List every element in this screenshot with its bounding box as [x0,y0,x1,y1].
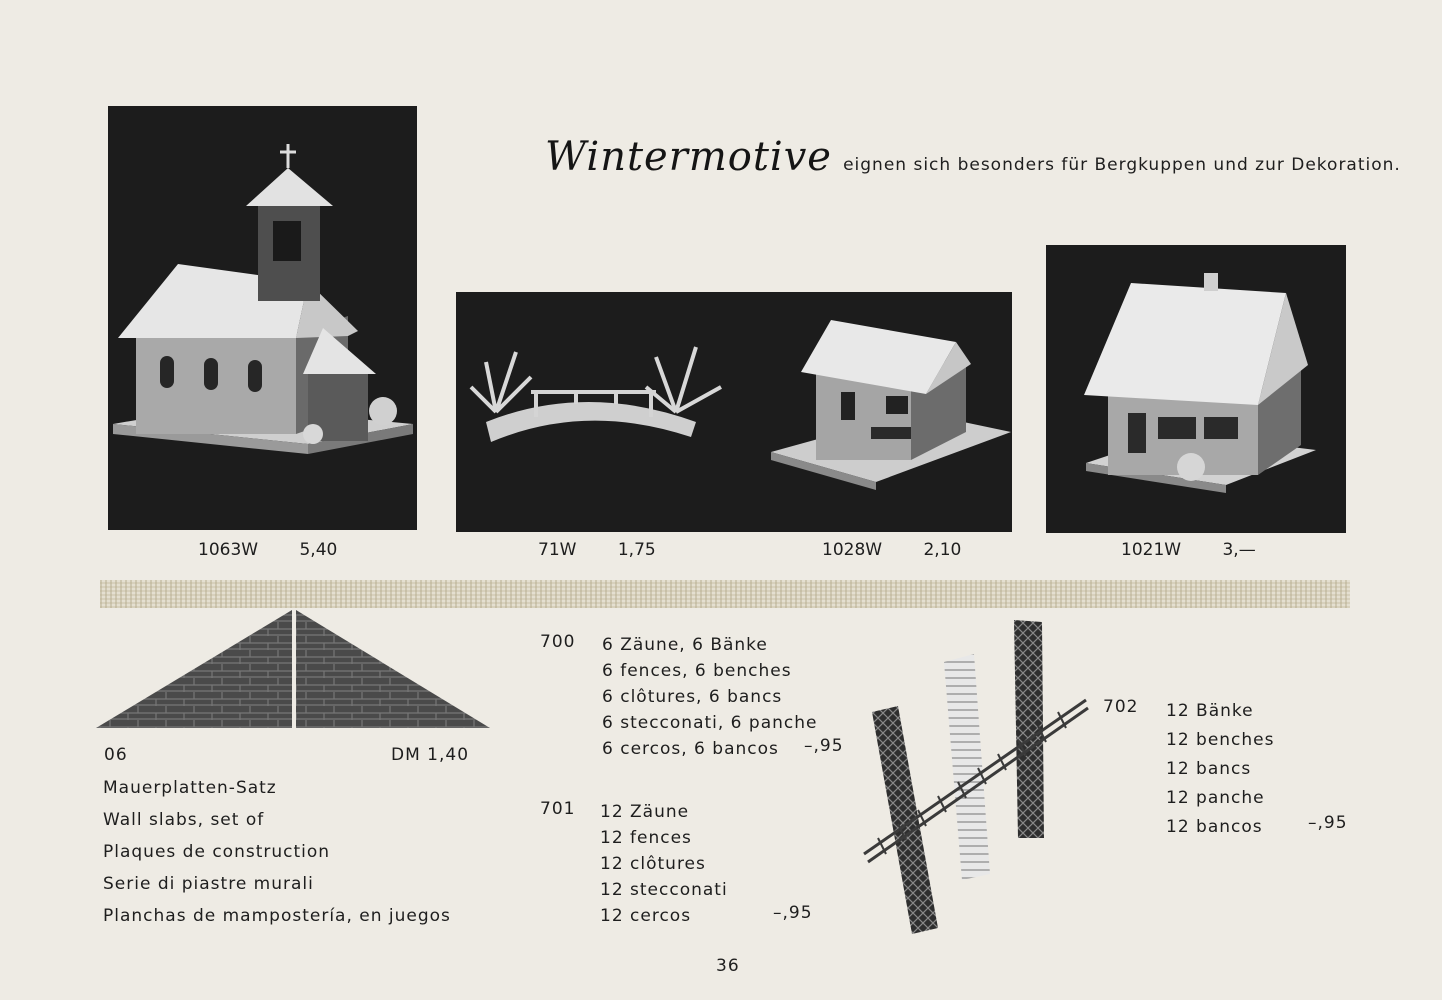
item-700-descriptions [602,632,817,762]
item-701-price: –,95 [773,903,813,923]
description-line: 12 benches [1166,730,1275,750]
divider-band [100,580,1350,608]
description-line: 6 stecconati, 6 panche [602,713,818,733]
description-line: 6 clôtures, 6 bancs [602,687,783,707]
description-line: 6 fences, 6 benches [602,661,792,681]
item-700-price: –,95 [804,736,844,756]
description-line: Wall slabs, set of [103,810,265,830]
headline-subtitle: eignen sich besonders für Bergkuppen und zur Dekoration. [843,155,1401,175]
product-price: 5,40 [299,540,338,560]
headline-script-title: Wintermotive [545,134,832,180]
product-price: 3,— [1222,540,1256,560]
caption-71w [538,540,656,560]
description-line: Plaques de construction [103,842,331,862]
wall-slabs-illustration [96,608,490,732]
caption-1063w [198,540,337,560]
fences-image [858,618,1090,936]
caption-1028w [822,540,961,560]
product-code: 1021W [1121,540,1182,560]
page-number: 36 [716,956,740,976]
bridge-house-illustration [456,292,1012,532]
product-code: 1063W [198,540,259,560]
fences-illustration [858,618,1090,936]
item-701-descriptions [600,799,728,929]
description-line: 6 cercos, 6 bancos [602,739,779,759]
chapel-illustration [108,106,417,530]
product-price: 2,10 [923,540,962,560]
description-line: 6 Zäune, 6 Bänke [602,635,768,655]
item-702-price: –,95 [1308,813,1348,833]
product-code: 1028W [822,540,883,560]
description-line: 12 Zäune [600,802,690,822]
item-06-descriptions [103,772,451,932]
photo-chapel [108,106,417,530]
description-line: 12 clôtures [600,854,706,874]
product-code: 71W [538,540,577,560]
description-line: Serie di piastre murali [103,874,314,894]
item-702-code: 702 [1103,697,1139,717]
description-line: 12 cercos [600,906,692,926]
description-line: 12 fences [600,828,692,848]
photo-bridge-and-house [456,292,1012,532]
description-line: Mauerplatten-Satz [103,778,277,798]
caption-1021w [1121,540,1256,560]
item-06-code: 06 [104,745,128,765]
item-700-code: 700 [540,632,576,652]
house-illustration [1046,245,1346,533]
description-line: Planchas de mampostería, en juegos [103,906,451,926]
description-line: 12 panche [1166,788,1265,808]
headline [545,134,1401,182]
description-line: 12 stecconati [600,880,728,900]
item-701-code: 701 [540,799,576,819]
description-line: 12 bancs [1166,759,1252,779]
description-line: 12 Bänke [1166,701,1254,721]
item-06-price: DM 1,40 [391,745,470,765]
product-price: 1,75 [617,540,656,560]
item-702-descriptions [1166,697,1275,842]
photo-house [1046,245,1346,533]
description-line: 12 bancos [1166,817,1263,837]
wall-slabs-image [96,608,490,732]
